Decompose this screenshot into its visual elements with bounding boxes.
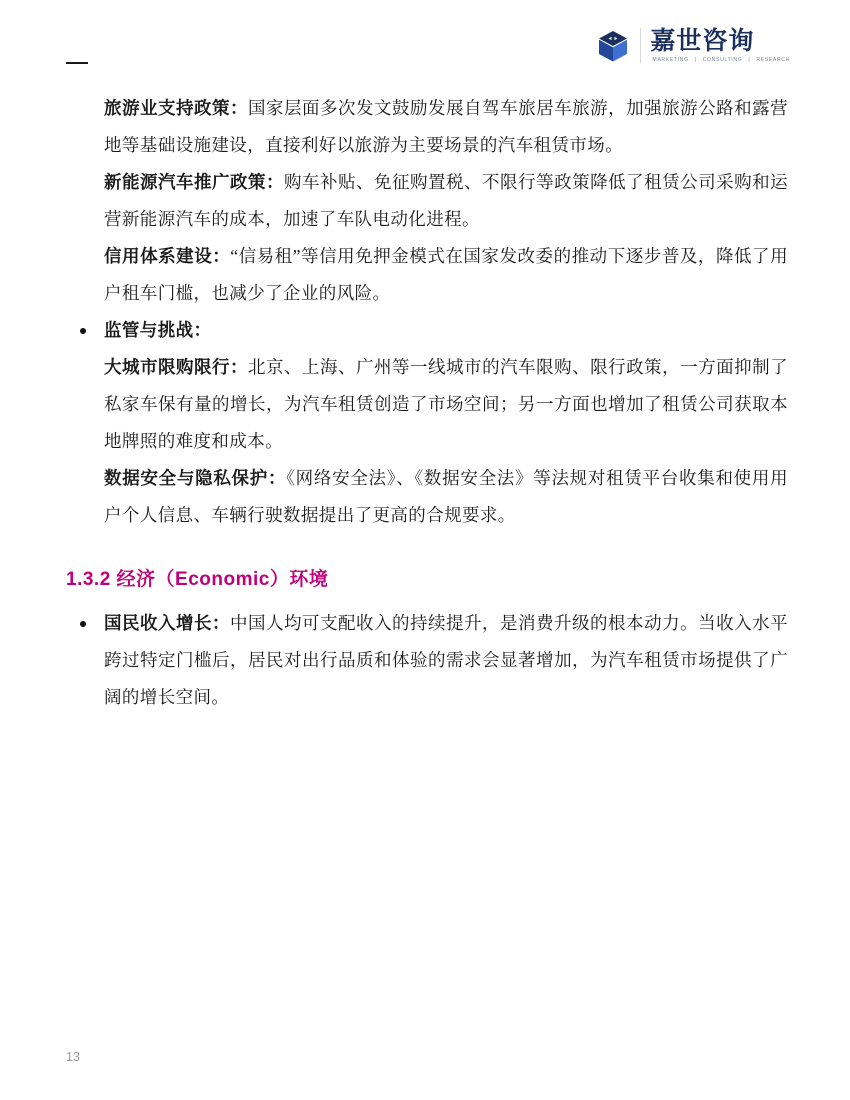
- brand-text: [640, 28, 792, 63]
- brand-tagline-separator: |: [694, 57, 697, 64]
- paragraph-text: 北京、上海、广州等一线城市的汽车限购、限行政策，一方面抑制了私家车保有量的增长，为汽车租赁创造了市场空间；另一方面也增加了租赁公司获取本地牌照的难度和成本。: [104, 357, 789, 451]
- brand-tagline-item: CONSULTING: [702, 57, 743, 64]
- paragraph-lead: 数据安全与隐私保护：: [104, 468, 287, 488]
- paragraph-tourism-policy: [66, 90, 788, 164]
- paragraph-text: 《网络安全法》、《数据安全法》等法规对租赁平台收集和使用用户个人信息、车辆行驶数据提出了更高的合规要求。: [104, 468, 788, 525]
- brand-tagline-separator: |: [748, 57, 751, 64]
- paragraph-lead: 新能源汽车推广政策：: [104, 172, 285, 192]
- paragraph-city-restriction: [66, 349, 788, 460]
- cube-logo-icon: [596, 29, 630, 63]
- list-item-regulation-challenge: [66, 312, 788, 349]
- section-heading: 1.3.2 经济（Economic）环境: [66, 569, 329, 590]
- paragraph-text: 国家层面多次发文鼓励发展自驾车旅居车旅游，加强旅游公路和露营地等基础设施建设，直接利好以旅游为主要场景的汽车租赁市场。: [104, 98, 789, 155]
- paragraph-credit-system: [66, 238, 788, 312]
- paragraph-nev-policy: [66, 164, 788, 238]
- paragraph-text: “信易租”等信用免押金模式在国家发改委的推动下逐步普及，降低了用户租车门槛，也减少了企业的风险。: [104, 246, 788, 303]
- brand-name: 嘉世咨询: [650, 27, 755, 55]
- brand-tagline-item: RESEARCH: [756, 57, 790, 64]
- brand-tagline-item: MARKETING: [652, 57, 689, 64]
- list-item-lead: 国民收入增长：: [104, 613, 231, 633]
- brand-header: [596, 28, 792, 63]
- list-item-lead: 监管与挑战：: [104, 320, 212, 340]
- margin-rule: [66, 62, 88, 64]
- paragraph-data-security: [66, 460, 788, 534]
- list-item-national-income-growth: [66, 605, 788, 716]
- paragraph-lead: 旅游业支持政策：: [104, 98, 249, 118]
- paragraph-lead: 大城市限购限行：: [104, 357, 249, 377]
- brand-tagline: [650, 57, 792, 63]
- page-number: 13: [66, 1050, 80, 1064]
- paragraph-lead: 信用体系建设：: [104, 246, 231, 266]
- document-body: [66, 90, 788, 716]
- paragraph-text: 购车补贴、免征购置税、不限行等政策降低了租赁公司采购和运营新能源汽车的成本，加速了车队电动化进程。: [104, 172, 788, 229]
- list-item-text: 中国人均可支配收入的持续提升，是消费升级的根本动力。当收入水平跨过特定门槛后，居民对出行品质和体验的需求会显著增加，为汽车租赁市场提供了广阔的增长空间。: [104, 613, 788, 707]
